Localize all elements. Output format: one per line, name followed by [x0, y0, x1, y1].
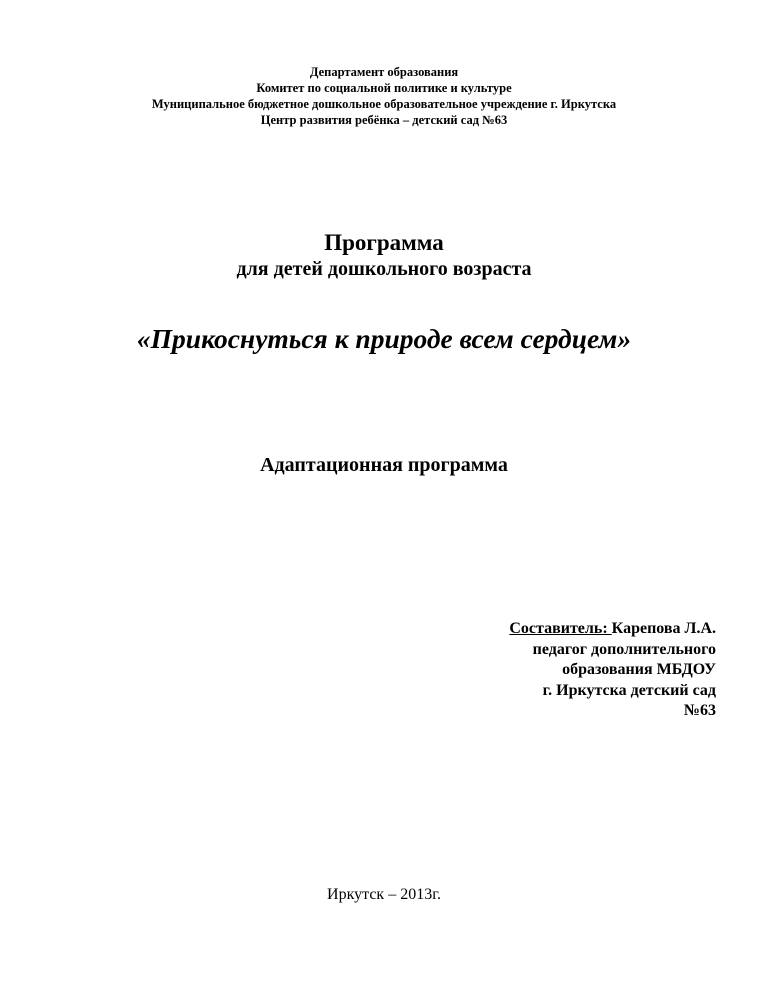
author-role-line3: г. Иркутска детский сад — [542, 681, 716, 699]
program-type: Адаптационная программа — [260, 454, 508, 476]
author-line — [509, 619, 716, 640]
author-role-line2: образования МБДОУ — [562, 661, 716, 678]
author-label: Составитель: — [509, 620, 612, 637]
header-center: Центр развития ребёнка – детский сад №63 — [260, 113, 508, 127]
header-committee: Комитет по социальной политике и культуре — [256, 81, 512, 95]
author-name: Карепова Л.А. — [611, 620, 716, 637]
header-institution: Муниципальное бюджетное дошкольное образовательное учреждение г. Иркутска — [151, 97, 617, 111]
header-department: Департамент образования — [309, 65, 459, 79]
author-role-line1: педагог дополнительного — [532, 640, 716, 658]
footer-place-year: Иркутск – 2013г. — [327, 886, 441, 903]
author-block — [509, 619, 716, 722]
author-role-line4: №63 — [683, 702, 716, 719]
program-title: Программа — [324, 230, 444, 255]
program-subtitle: для детей дошкольного возраста — [236, 258, 532, 280]
main-title: «Прикоснуться к природе всем сердцем» — [136, 323, 632, 354]
